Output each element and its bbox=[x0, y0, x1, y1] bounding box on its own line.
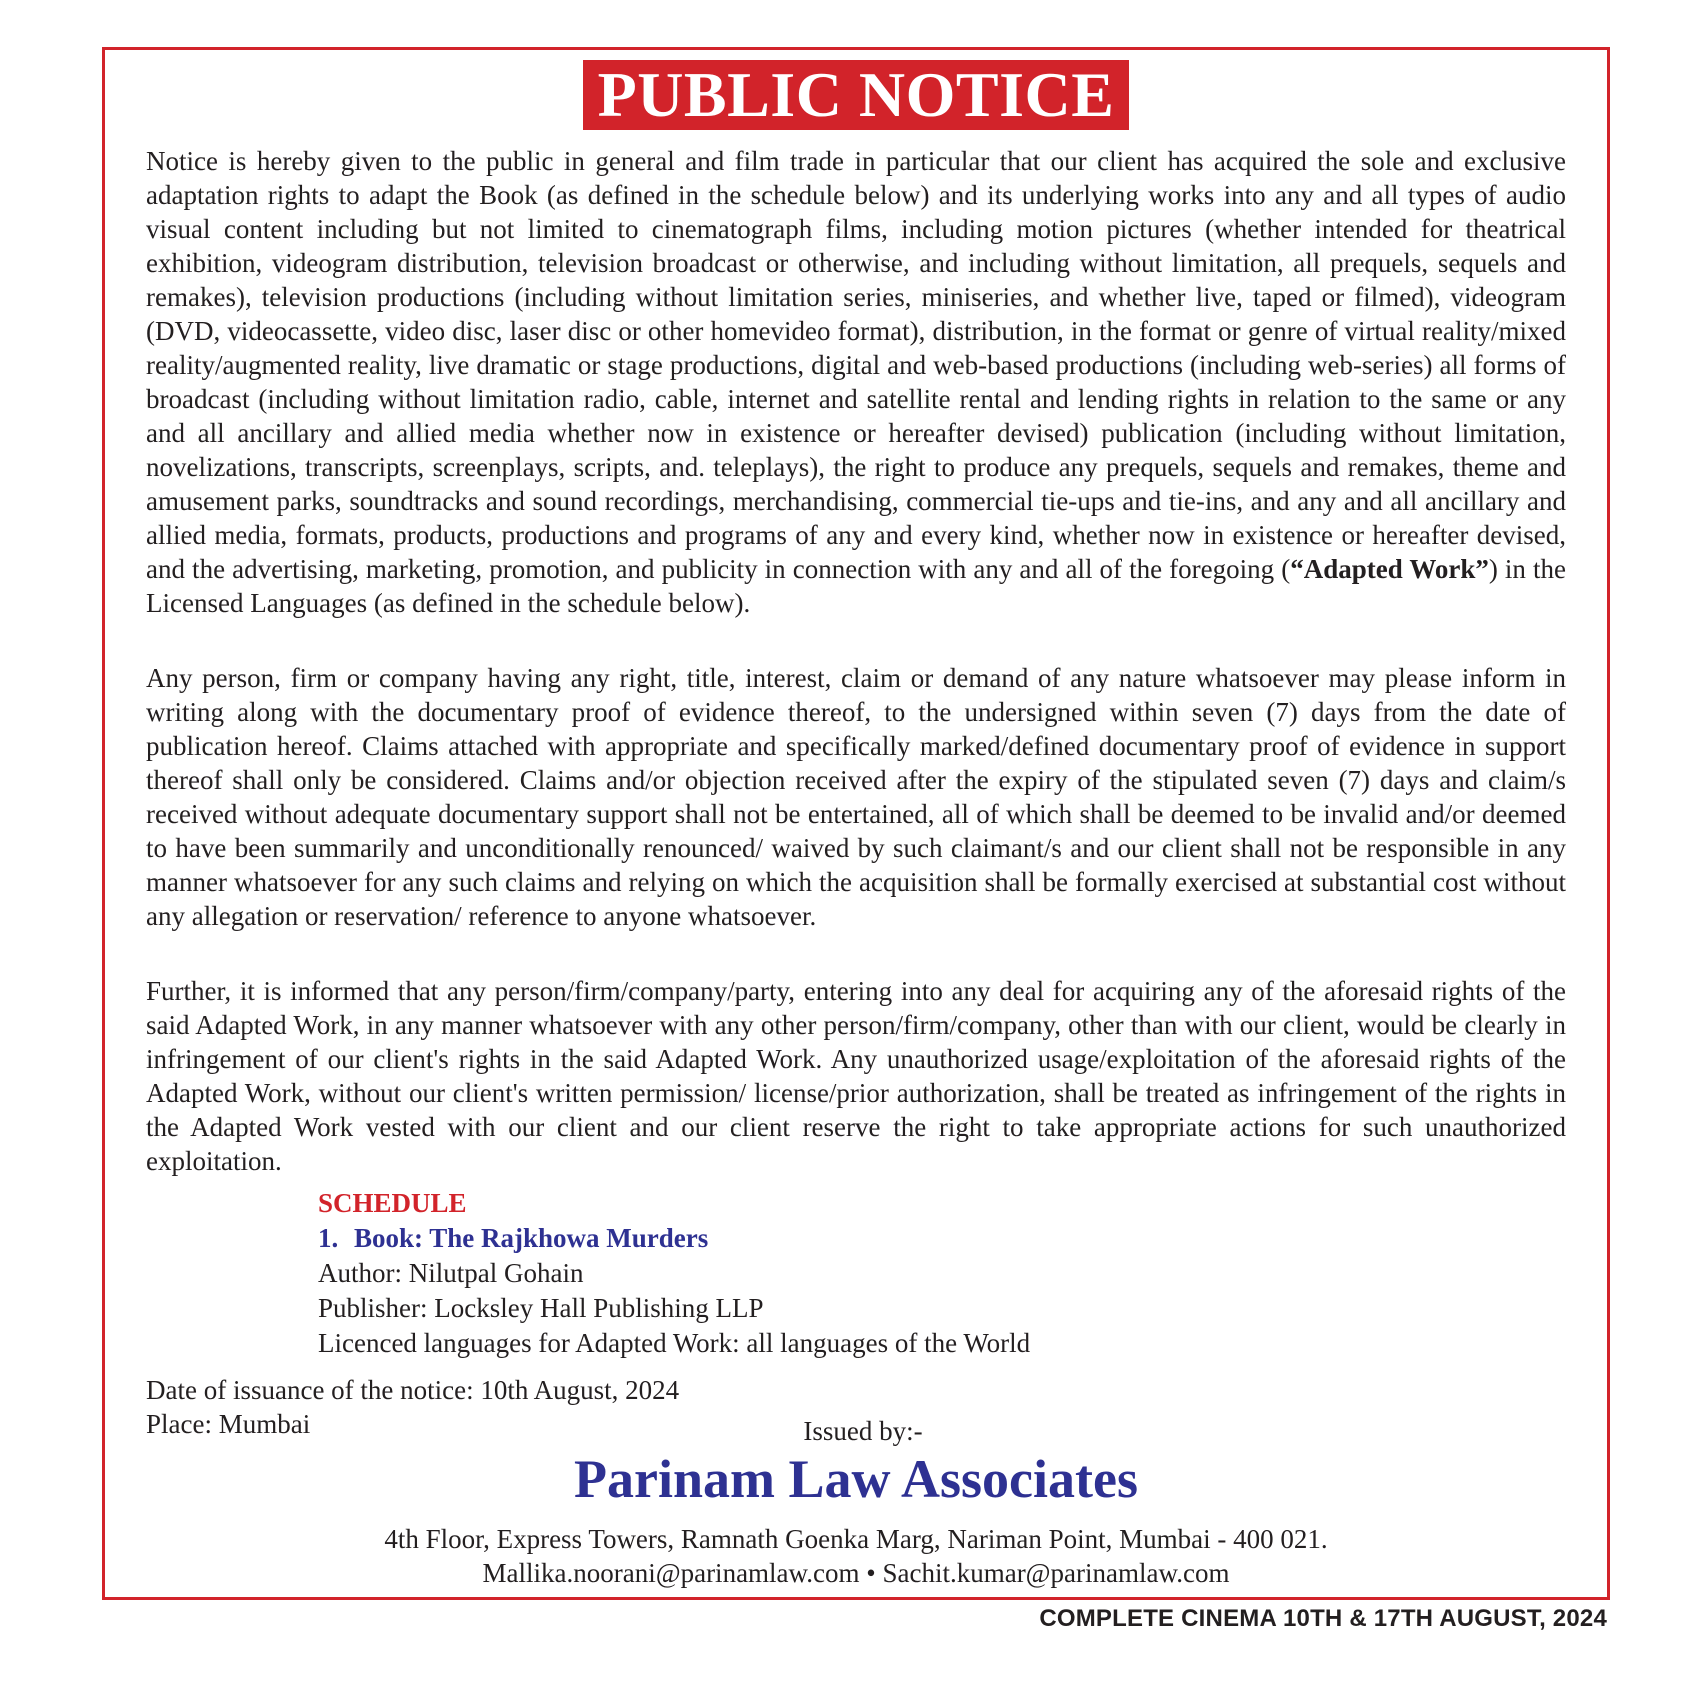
notice-title: PUBLIC NOTICE bbox=[583, 60, 1130, 130]
paragraph-1-text: Notice is hereby given to the public in general and film trade in particular that our client has acquired the sole and exclusive adaptation rights to adapt the Book (as defined in the schedule below) and its underlying works into any and all types of audio visual content including but not limited to cinematograph films, including motion pictures (whether intended for theatrical exhibition, videogram distribution, television broadcast or otherwise, and including without limitation, all prequels, sequels and remakes), television productions (including without limitation series, miniseries, and whether live, taped or filmed), videogram (DVD, videocassette, video disc, laser disc or other homevideo format), distribution, in the format or genre of virtual reality/mixed reality/augmented reality, live dramatic or stage productions, digital and web-based productions (including web-series) all forms of broadcast (including without limitation radio, cable, internet and satellite rental and lending rights in relation to the same or any and all ancillary and allied media whether now in existence or hereafter devised) publication (including without limitation, novelizations, transcripts, screenplays, scripts, and. teleplays), the right to produce any prequels, sequels and remakes, theme and amusement parks, soundtracks and sound recordings, merchandising, commercial tie-ups and tie-ins, and any and all ancillary and allied media, formats, products, productions and programs of any and every kind, whether now in existence or hereafter devised, and the advertising, marketing, promotion, and publicity in connection with any and all of the foregoing ( bbox=[146, 146, 1566, 584]
public-notice-frame bbox=[102, 47, 1610, 1600]
schedule-title: SCHEDULE bbox=[318, 1188, 467, 1218]
adapted-work-term: “Adapted Work” bbox=[1290, 554, 1489, 584]
issuance-date: Date of issuance of the notice: 10th August, 2024 bbox=[146, 1375, 680, 1405]
issuance-place: Place: Mumbai bbox=[146, 1409, 311, 1439]
firm-emails: Mallika.noorani@parinamlaw.com • Sachit.kumar@parinamlaw.com bbox=[482, 1558, 1230, 1588]
notice-paragraph-2: Any person, firm or company having any right, title, interest, claim or demand of any nature whatsoever may please inform in writing along with the documentary proof of evidence thereof, to the undersigned within seven (7) days from the date of publication hereof. Claims attached with appropriate and specifically marked/defined documentary proof of evidence in support thereof shall only be considered. Claims and/or objection received after the expiry of the stipulated seven (7) days and claim/s received without adequate documentary support shall not be entertained, all of which shall be deemed to be invalid and/or deemed to have been summarily and unconditionally renounced/ waived by such claimant/s and our client shall not be responsible in any manner whatsoever for any such claims and relying on which the acquisition shall be formally exercised at substantial cost without any allegation or reservation/ reference to anyone whatsoever. bbox=[146, 663, 1566, 931]
title-wrap bbox=[105, 60, 1607, 130]
schedule-author: Author: Nilutpal Gohain bbox=[318, 1258, 584, 1288]
schedule-publisher: Publisher: Locksley Hall Publishing LLP bbox=[318, 1293, 764, 1323]
notice-paragraph-3: Further, it is informed that any person/firm/company/party, entering into any deal for acquiring any of the aforesaid rights of the said Adapted Work, in any manner whatsoever with any other person/firm/company, other than with our client, would be clearly in infringement of our client's rights in the said Adapted Work. Any unauthorized usage/exploitation of the aforesaid rights of the Adapted Work, without our client's written permission/ license/prior authorization, shall be treated as infringement of the rights in the Adapted Work vested with our client and our client reserve the right to take appropriate actions for such unauthorized exploitation. bbox=[146, 976, 1566, 1176]
firm-name: Parinam Law Associates bbox=[574, 1449, 1138, 1509]
schedule-section bbox=[318, 1186, 1030, 1361]
issued-by-label: Issued by:- bbox=[803, 1416, 923, 1446]
firm-address: 4th Floor, Express Towers, Ramnath Goenka Marg, Nariman Point, Mumbai - 400 021. bbox=[384, 1524, 1328, 1554]
schedule-item-number: 1. bbox=[318, 1223, 339, 1253]
schedule-book-title: Book: The Rajkhowa Murders bbox=[354, 1223, 709, 1253]
paragraph-1-ending: ) in the Licensed Languages (as defined in the schedule below). bbox=[146, 554, 1566, 618]
schedule-book-line bbox=[318, 1221, 1030, 1256]
schedule-languages: Licenced languages for Adapted Work: all languages of the World bbox=[318, 1328, 1031, 1358]
publication-footer: COMPLETE CINEMA 10TH & 17TH AUGUST, 2024 bbox=[1039, 1605, 1607, 1632]
notice-paragraph-1 bbox=[146, 144, 1566, 620]
